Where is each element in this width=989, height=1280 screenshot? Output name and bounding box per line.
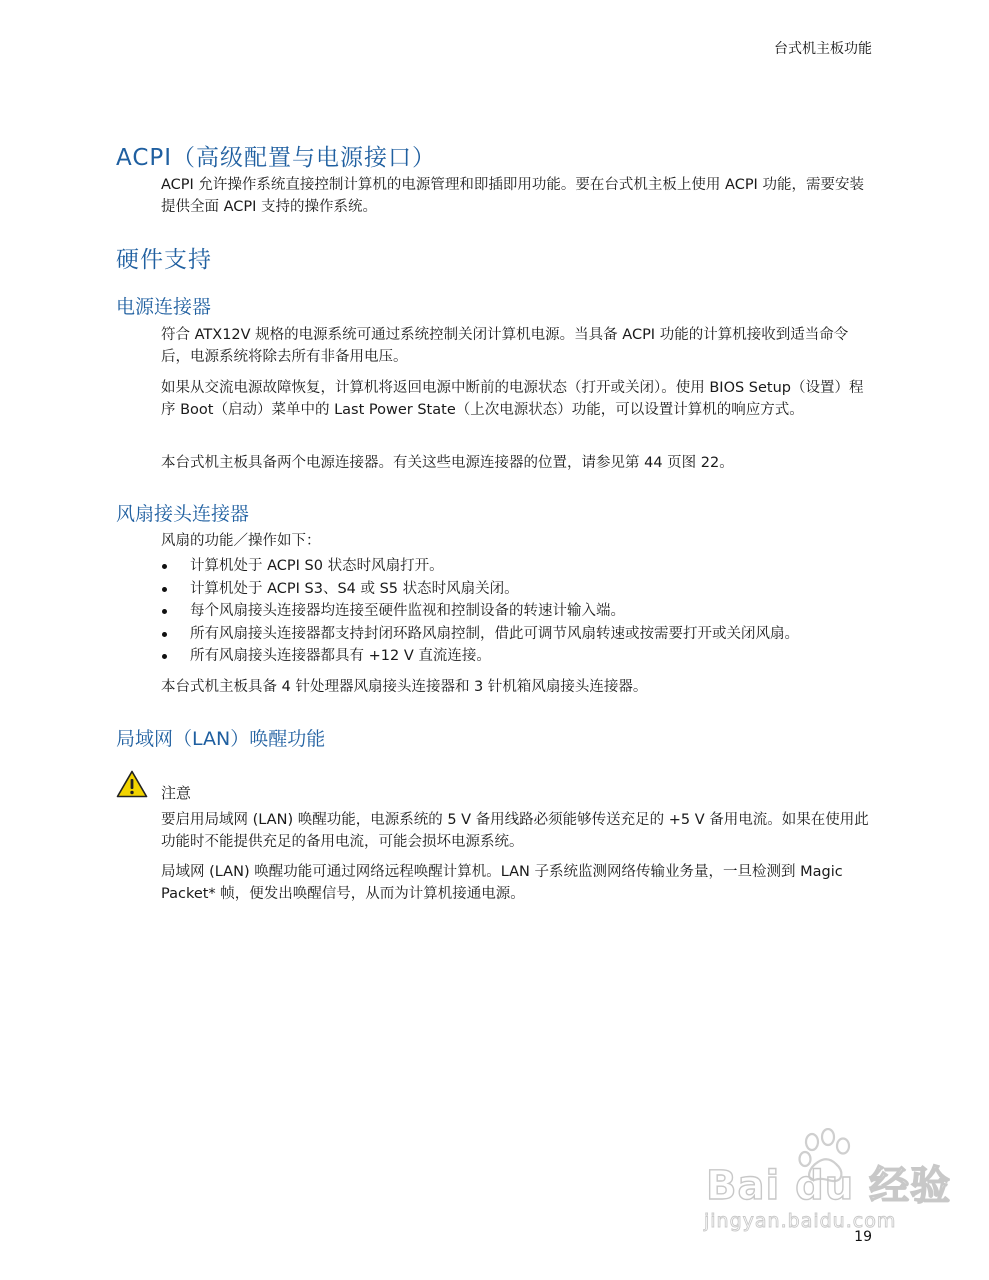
subsection-title-power-connectors: 电源连接器 [116,296,212,318]
watermark [700,1128,952,1246]
power-para-3: 本台式机主板具备两个电源连接器。有关这些电源连接器的位置，请参见第 44 页图 22。 [161,455,734,471]
lan-body: 局域网 (LAN) 唤醒功能可通过网络远程唤醒计算机。LAN 子系统监测网络传输业务量，一旦检测到 Magic Packet* 帧，便发出唤醒信号，从而为计算机接通电源。 [161,864,843,902]
list-item: 每个风扇接头连接器均连接至硬件监视和控制设备的转速计输入端。 [161,600,876,623]
running-header: 台式机主板功能 [774,41,872,57]
list-item: 计算机处于 ACPI S0 状态时风扇打开。 [161,555,876,578]
warning-icon [116,770,148,798]
note-body: 要启用局域网 (LAN) 唤醒功能，电源系统的 5 V 备用线路必须能够传送充足的 +5 V 备用电流。如果在使用此功能时不能提供充足的备用电流，可能会损坏电源系统。 [161,812,869,850]
note-label: 注意 [161,784,192,802]
list-item: 所有风扇接头连接器都具有 +12 V 直流连接。 [161,645,876,668]
fan-summary: 本台式机主板具备 4 针处理器风扇接头连接器和 3 针机箱风扇接头连接器。 [161,679,648,695]
section-title-hardware: 硬件支持 [116,247,212,273]
fan-intro: 风扇的功能／操作如下： [161,533,321,549]
subsection-title-lan-wake: 局域网（LAN）唤醒功能 [116,728,326,750]
acpi-body: ACPI 允许操作系统直接控制计算机的电源管理和即插即用功能。要在台式机主板上使用 ACPI 功能，需要安装提供全面 ACPI 支持的操作系统。 [161,177,864,215]
watermark-url: jingyan.baidu.com [704,1210,897,1232]
list-item: 所有风扇接头连接器都支持封闭环路风扇控制，借此可调节风扇转速或按需要打开或关闭风扇。 [161,623,876,646]
page-number: 19 [854,1229,872,1245]
fan-bullet-list [161,555,876,668]
subsection-title-fan-headers: 风扇接头连接器 [116,503,250,525]
watermark-brand: Bai du 经验 [706,1163,952,1209]
power-para-1: 符合 ATX12V 规格的电源系统可通过系统控制关闭计算机电源。当具备 ACPI 功能的计算机接收到适当命令后，电源系统将除去所有非备用电压。 [161,327,849,365]
section-title-acpi: ACPI（高级配置与电源接口） [116,145,437,171]
power-para-2: 如果从交流电源故障恢复，计算机将返回电源中断前的电源状态（打开或关闭）。使用 BIOS Setup（设置）程序 Boot（启动）菜单中的 Last Power State（上次电源状态）功能，可以设置计算机的响应方式。 [161,380,864,418]
list-item: 计算机处于 ACPI S3、S4 或 S5 状态时风扇关闭。 [161,578,876,601]
